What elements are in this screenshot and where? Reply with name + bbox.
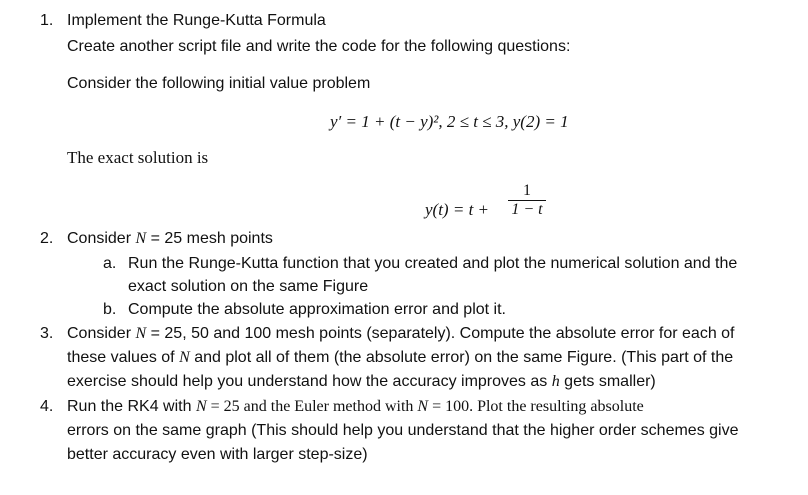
item-text: exercise should help you understand how the accuracy improves as h gets smaller) — [67, 373, 656, 390]
exact-solution-fraction — [508, 182, 546, 219]
item-text: these values of N and plot all of them (the absolute error) on the same Figure. (This part of the — [67, 349, 734, 366]
item-number: 3. — [40, 325, 54, 342]
subitem-label: a. — [103, 255, 117, 272]
fraction-numerator: 1 — [523, 182, 531, 199]
ivp-lead-text: Consider the following initial value problem — [67, 75, 371, 92]
exact-solution-lhs: y(t) = t + — [425, 200, 490, 219]
ivp-equation: y′ = 1 + (t − y)², 2 ≤ t ≤ 3, y(2) = 1 — [330, 112, 569, 131]
item-text: Run the RK4 with N = 25 and the Euler method with N = 100. Plot the resulting absolute — [67, 398, 644, 415]
item-text: errors on the same graph (This should help you understand that the higher order schemes give — [67, 422, 739, 439]
exact-solution-lead: The exact solution is — [67, 148, 209, 167]
intro-text: Create another script file and write the code for the following questions: — [67, 38, 571, 55]
item-number: 1. — [40, 12, 54, 29]
item-title: Implement the Runge-Kutta Formula — [67, 12, 326, 29]
item-text: Consider N = 25, 50 and 100 mesh points (separately). Compute the absolute error for each of — [67, 325, 735, 342]
subitem-label: b. — [103, 301, 117, 318]
subitem-text: exact solution on the same Figure — [128, 278, 369, 295]
item-text: better accuracy even with larger step-size) — [67, 446, 368, 463]
subitem-text: Run the Runge-Kutta function that you created and plot the numerical solution and the — [128, 255, 738, 272]
item-text: Consider N = 25 mesh points — [67, 230, 273, 247]
subitem-text: Compute the absolute approximation error and plot it. — [128, 301, 506, 318]
item-number: 2. — [40, 230, 54, 247]
item-number: 4. — [40, 398, 54, 415]
fraction-denominator: 1 − t — [511, 201, 543, 218]
